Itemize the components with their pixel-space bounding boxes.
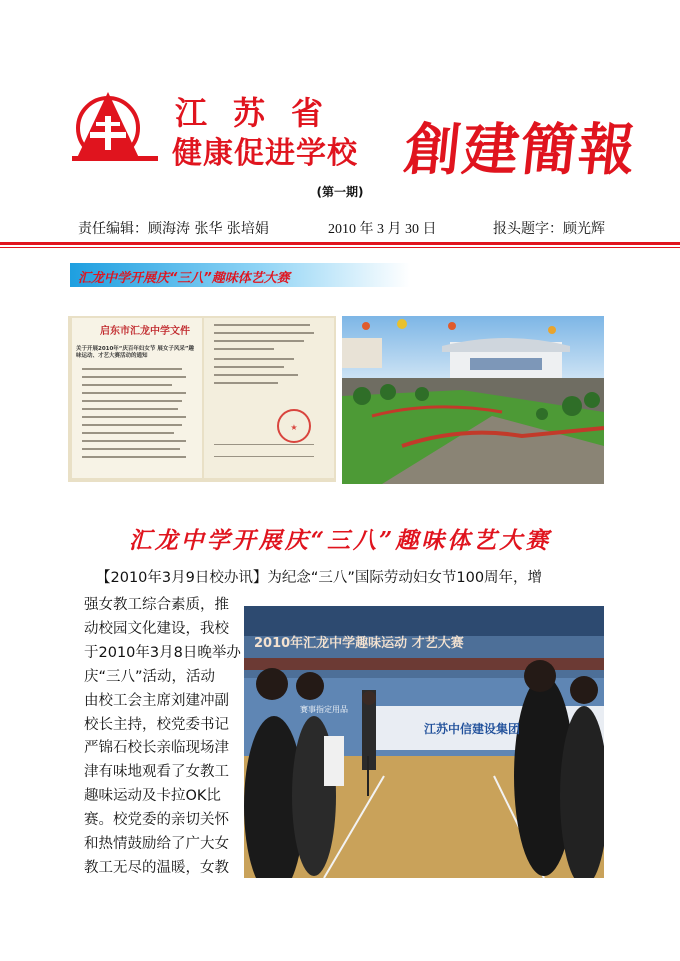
school-name-title: 健康促进学校 bbox=[172, 136, 358, 171]
article-headline: 汇龙中学开展庆“三八”趣味体艺大赛 bbox=[128, 527, 552, 554]
article-line: 庆“三八”活动，活动 bbox=[84, 668, 216, 685]
sponsor-text: 江苏中信建设集团 bbox=[424, 722, 521, 736]
issue-number: (第一期) bbox=[316, 185, 364, 199]
notice-title: 关于开展2010年“庆百年妇女节 展女子风采”趣味运动、才艺大赛活动的通知 bbox=[76, 346, 194, 359]
issue-date: 2010 年 3 月 30 日 bbox=[328, 222, 437, 237]
board-text: 赛事指定用品 bbox=[300, 705, 348, 714]
article-line: 津有味地观看了女教工 bbox=[84, 764, 229, 781]
article-line: 于2010年3月8日晚举办 bbox=[84, 644, 241, 661]
article-line: 严锦石校长亲临现场津 bbox=[84, 740, 229, 757]
header-rule bbox=[0, 242, 680, 245]
article-line: 赛。校党委的亲切关怀 bbox=[84, 812, 229, 829]
section-banner-text: 汇龙中学开展庆“三八”趣味体艺大赛 bbox=[78, 271, 290, 286]
article-body bbox=[84, 594, 241, 881]
notice-document-photo bbox=[68, 316, 336, 482]
calligraphy-credit: 报头题字：顾光辉 bbox=[493, 221, 605, 237]
school-logo bbox=[68, 88, 160, 166]
article-line: 教工无尽的温暖，女教 bbox=[84, 859, 229, 876]
svg-text:★: ★ bbox=[290, 423, 298, 432]
article-line: 和热情鼓励给了广大女 bbox=[84, 836, 229, 853]
school-name-province: 江苏省 bbox=[175, 94, 350, 132]
campus-image bbox=[342, 316, 604, 484]
masthead-title: 創建簡報 bbox=[401, 117, 641, 183]
editors-line: 责任编辑：顾海涛 张华 张培娟 bbox=[78, 221, 269, 237]
article-line: 动校园文化建设，我校 bbox=[84, 620, 229, 637]
header-rule-thin bbox=[0, 247, 680, 248]
article-line: 趣味运动及卡拉OK比 bbox=[84, 788, 221, 805]
article-line: 强女教工综合素质，推 bbox=[84, 597, 229, 613]
notice-document-image bbox=[68, 316, 336, 482]
campus-photo bbox=[342, 316, 604, 484]
article-line: 由校工会主席刘建冲副 bbox=[84, 692, 229, 709]
event-banner-text: 2010年汇龙中学趣味运动 才艺大赛 bbox=[254, 636, 464, 651]
event-photo bbox=[244, 606, 604, 878]
article-line: 校长主持，校党委书记 bbox=[84, 716, 229, 733]
notice-heading: 启东市汇龙中学文件 bbox=[100, 326, 190, 337]
article-lead: 【2010年3月9日校办讯】为纪念“三八”国际劳动妇女节100周年，增 bbox=[96, 570, 543, 586]
